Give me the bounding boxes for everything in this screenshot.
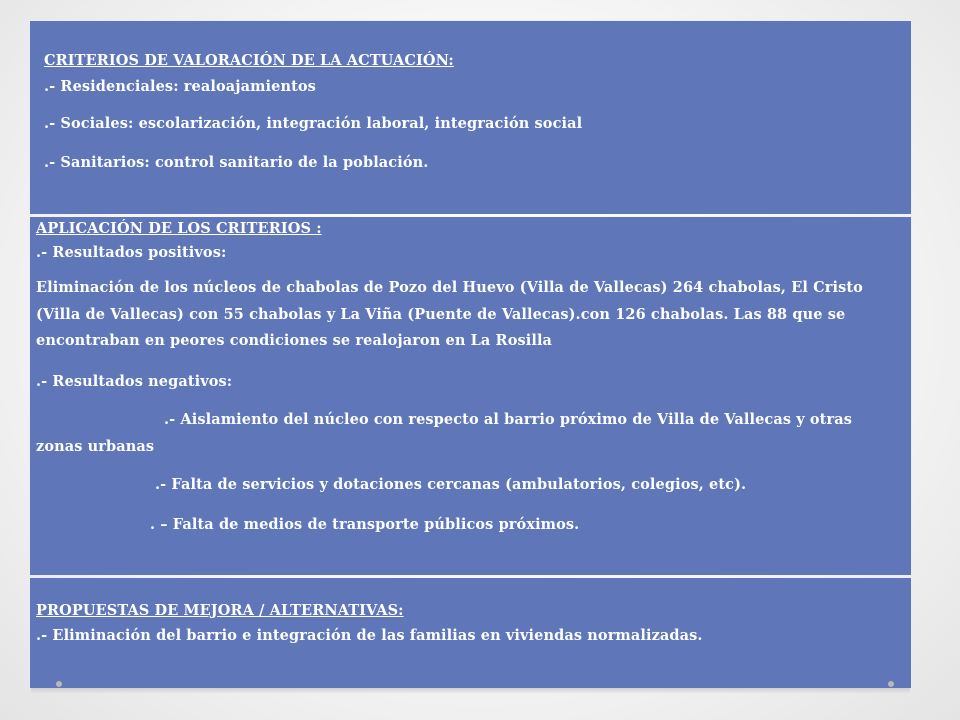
criteria-item-residential: .- Residenciales: realoajamientos [44,78,316,95]
criteria-application-heading: APLICACIÓN DE LOS CRITERIOS : [36,220,322,237]
proposal-item: .- Eliminación del barrio e integración de las familias en viviendas normalizadas. [36,627,703,644]
negative-item-isolation: .- Aislamiento del núcleo con respecto al barrio próximo de Villa de Vallecas y otras [164,411,852,428]
decorative-dot-left [56,681,62,687]
table-shadow [31,688,910,694]
valuation-criteria-heading: CRITERIOS DE VALORACIÓN DE LA ACTUACIÓN: [44,52,454,69]
negative-item-services: .- Falta de servicios y dotaciones cercanas (ambulatorios, colegios, etc). [155,476,747,493]
proposals-heading: PROPUESTAS DE MEJORA / ALTERNATIVAS: [36,602,404,619]
negative-results-label: .- Resultados negativos: [36,373,233,390]
criteria-item-social: .- Sociales: escolarización, integración laboral, integración social [44,115,583,132]
valuation-criteria-cell [30,21,911,214]
negative-item-isolation-continued: zonas urbanas [36,438,155,455]
decorative-dot-right [888,681,894,687]
criteria-table [29,20,912,688]
positive-results-label: .- Resultados positivos: [36,244,227,261]
criteria-application-cell [30,217,911,575]
positive-results-text: Eliminación de los núcleos de chabolas de Pozo del Huevo (Villa de Vallecas) 264 chabolas, El Cristo (Villa de Vallecas) con 55 chabolas y La Viña (Puente de Vallecas).con 126 chabolas. Las 88 que se encontraban en peores condiciones se realojaron en La Rosilla [36,279,863,349]
proposals-cell [30,578,911,688]
negative-item-transport: . – Falta de medios de transporte públicos próximos. [150,516,580,533]
criteria-item-health: .- Sanitarios: control sanitario de la población. [44,154,429,171]
